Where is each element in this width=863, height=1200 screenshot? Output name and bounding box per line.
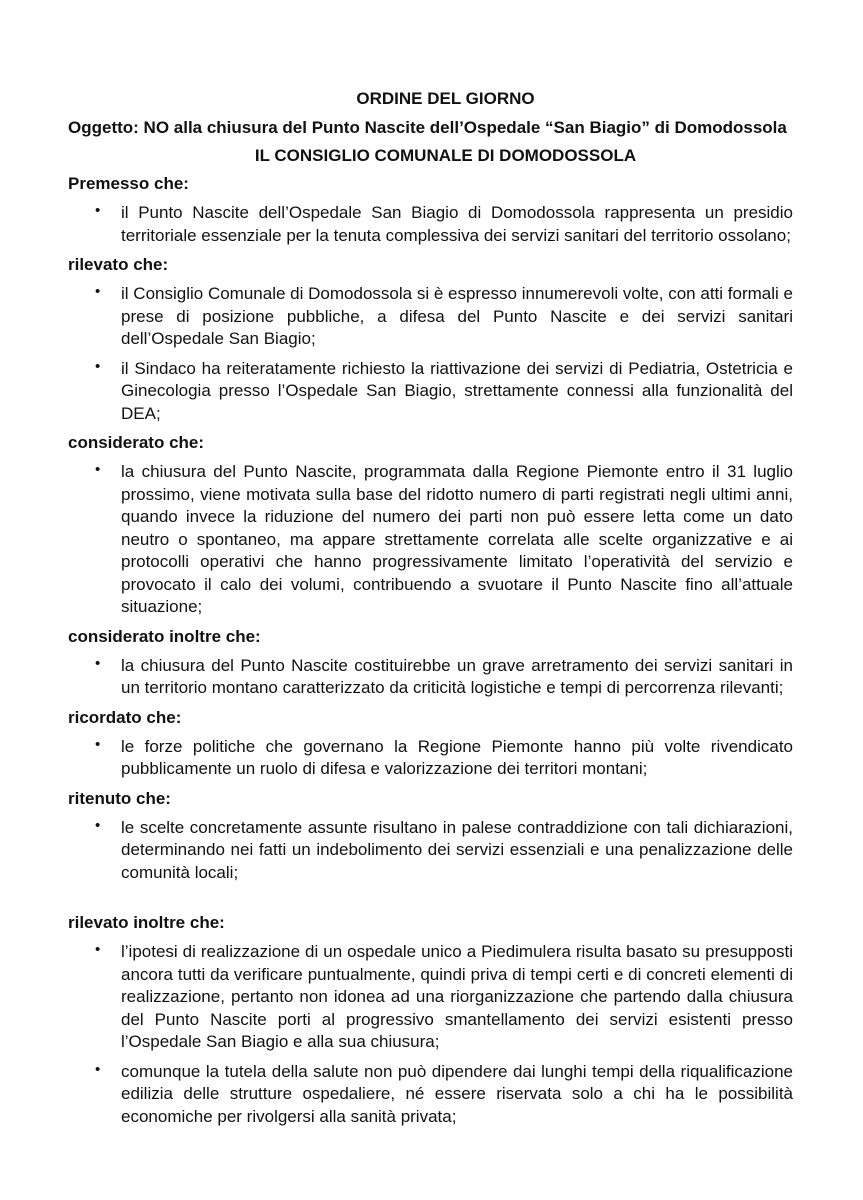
section-list-considerato: [68, 461, 793, 619]
list-item-text: le forze politiche che governano la Regione Piemonte hanno più volte rivendicato pubblicamente un ruolo di difesa e valorizzazione dei territori montani;: [121, 736, 793, 778]
document-title: ORDINE DEL GIORNO: [356, 89, 535, 108]
list-item: [68, 1061, 793, 1129]
bullet-icon: •: [95, 283, 101, 300]
list-item-text: la chiusura del Punto Nascite costituirebbe un grave arretramento dei servizi sanitari in un territorio montano caratterizzato da criticità logistiche e tempi di percorrenza rilevanti;: [121, 655, 793, 697]
section-list-premesso: [68, 202, 793, 247]
section-heading-considerato-inoltre: considerato inoltre che:: [68, 626, 261, 646]
list-item-text: il Punto Nascite dell’Ospedale San Biagio di Domodossola rappresenta un presidio territoriale essenziale per la tenuta complessiva dei servizi sanitari del territorio ossolano;: [121, 203, 793, 245]
section-list-rilevato: [68, 283, 793, 425]
list-item-text: il Sindaco ha reiteratamente richiesto la riattivazione dei servizi di Pediatria, Ostetricia e Ginecologia presso l’Ospedale San Biagio, strettamente connessi alla funzionalità del DEA;: [121, 358, 793, 423]
list-item-text: la chiusura del Punto Nascite, programmata dalla Regione Piemonte entro il 31 luglio prossimo, viene motivata sulla base del ridotto numero di parti registrati negli ultimi anni, quando invece la riduzione del numero dei parti non può essere letta come un dato neutro o spontaneo, ma appare strettamente correlata alle scelte organizzative e ai protocolli operativi che hanno progressivamente limitato l’operatività del servizio e provocato il calo dei volumi, contribuendo a svuotare il Punto Nascite fino all’attuale situazione;: [121, 462, 793, 616]
list-item: [68, 655, 793, 700]
document-subject: Oggetto: NO alla chiusura del Punto Nascite dell’Ospedale “San Biagio” di Domodossola: [68, 118, 787, 137]
section-heading-ricordato: ricordato che:: [68, 707, 182, 727]
bullet-icon: •: [95, 357, 101, 375]
bullet-icon: •: [95, 654, 101, 672]
bullet-icon: •: [95, 735, 101, 753]
list-item: [68, 202, 793, 247]
list-item-text: comunque la tutela della salute non può dipendere dai lunghi tempi della riqualificazione edilizia delle strutture ospedaliere, né essere riservata solo a chi ha le possibilità economiche per rivolgersi alla sanità privata;: [121, 1061, 793, 1126]
list-item: [68, 283, 793, 351]
section-list-ritenuto: [68, 817, 793, 885]
section-heading-premesso: Premesso che:: [68, 174, 189, 193]
bullet-icon: •: [95, 461, 101, 478]
list-item-text: le scelte concretamente assunte risultano in palese contraddizione con tali dichiarazioni, determinando nei fatti un indebolimento dei servizi essenziali e una penalizzazione delle comunità locali;: [121, 817, 793, 882]
section-heading-rilevato-inoltre: rilevato inoltre che:: [68, 913, 225, 932]
section-list-rilevato-inoltre: [68, 941, 793, 1128]
section-heading-considerato: considerato che:: [68, 433, 205, 452]
list-item: [68, 358, 793, 426]
document-subtitle: IL CONSIGLIO COMUNALE DI DOMODOSSOLA: [254, 146, 637, 165]
bullet-icon: •: [95, 202, 101, 219]
list-item: [68, 461, 793, 619]
section-list-ricordato: [68, 736, 793, 781]
bullet-icon: •: [95, 1060, 101, 1078]
bullet-icon: •: [95, 816, 101, 834]
list-item: [68, 941, 793, 1054]
list-item-text: il Consiglio Comunale di Domodossola si è espresso innumerevoli volte, con atti formali e prese di posizione pubbliche, a difesa del Punto Nascite e dei servizi sanitari dell’Ospedale San Biagio;: [121, 284, 793, 348]
section-heading-ritenuto: ritenuto che:: [68, 788, 171, 808]
section-heading-rilevato: rilevato che:: [68, 255, 169, 274]
list-item: [68, 736, 793, 781]
bullet-icon: •: [95, 941, 101, 958]
section-list-considerato-inoltre: [68, 655, 793, 700]
list-item: [68, 817, 793, 885]
list-item-text: l’ipotesi di realizzazione di un ospedale unico a Piedimulera risulta basato su presupposti ancora tutti da verificare puntualmente, quindi priva di tempi certi e di concreti elementi di realizzazione, pertanto non idonea ad una riorganizzazione che partendo dalla chiusura del Punto Nascite porti al progressivo smantellamento dei servizi esistenti presso l’Ospedale San Biagio e alla sua chiusura;: [121, 942, 793, 1051]
